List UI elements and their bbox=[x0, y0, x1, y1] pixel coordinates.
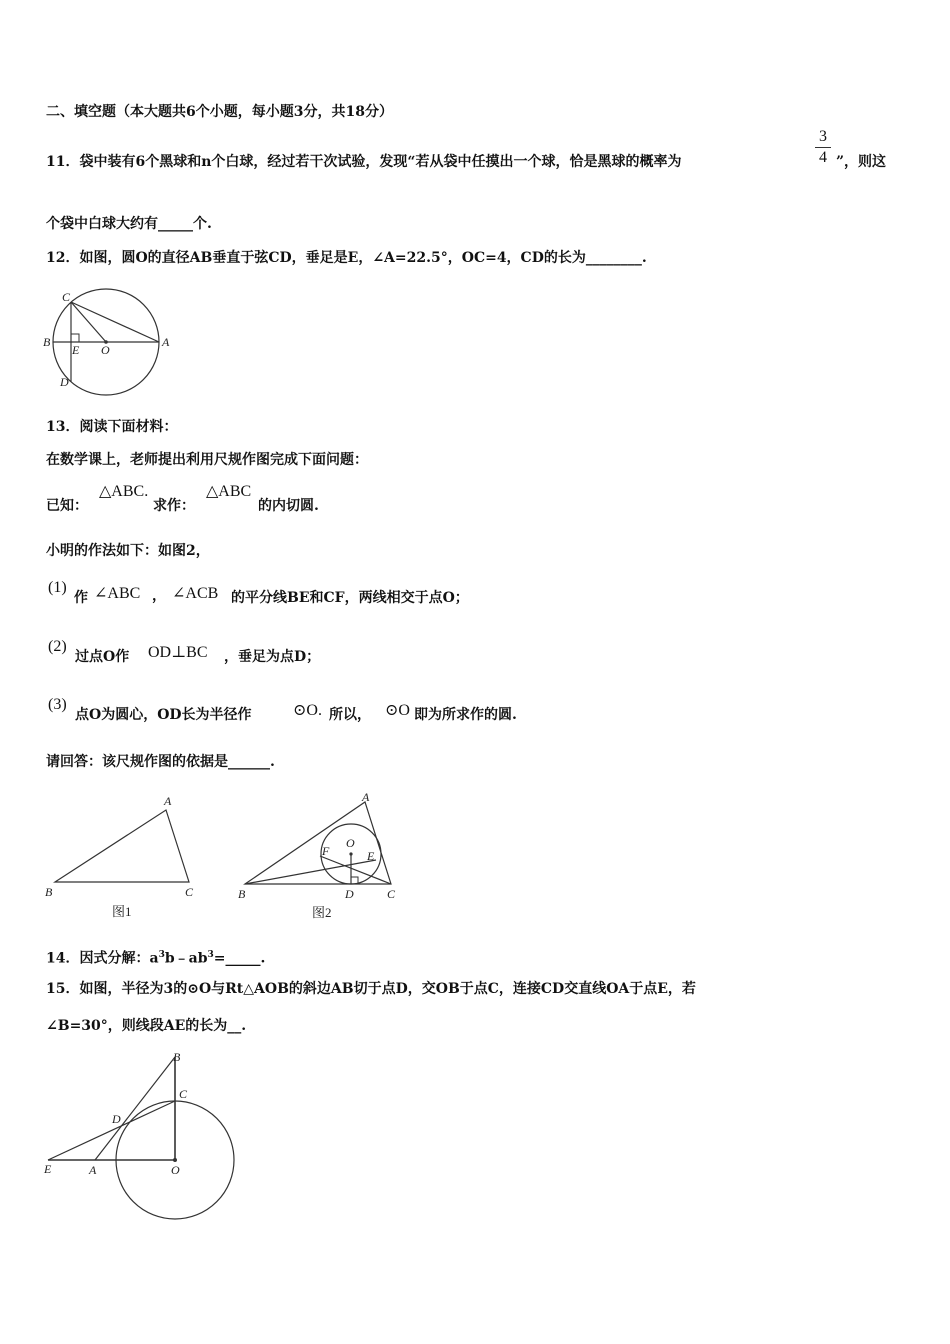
q13-step3-m2: ⊙O bbox=[385, 702, 410, 719]
q15-label-d: D bbox=[112, 1112, 121, 1126]
q15-label-a: A bbox=[89, 1163, 97, 1177]
q11-fraction bbox=[815, 128, 831, 167]
q14-suffix: =_____. bbox=[213, 950, 266, 967]
fig2-label-d: D bbox=[345, 887, 354, 901]
q14-prefix: 14．因式分解：a bbox=[46, 950, 159, 967]
q15-label-b: B bbox=[173, 1050, 181, 1064]
q13-step3-m1: ⊙O. bbox=[293, 702, 322, 719]
q13-step3-b: 所以， bbox=[329, 707, 371, 723]
fig1-label-a: A bbox=[164, 794, 172, 808]
q13-step3-a: 点O为圆心，OD长为半径作 bbox=[75, 707, 252, 723]
q12-label-o: O bbox=[101, 343, 110, 357]
q13-step1-m2: ∠ACB bbox=[172, 585, 219, 602]
fig2-bisector-be bbox=[245, 860, 376, 884]
q13-known-math: △ABC. bbox=[99, 483, 149, 500]
q13-figure1 bbox=[40, 790, 210, 925]
q14-sup2: 3 bbox=[207, 950, 214, 960]
q13-ask-math: △ABC bbox=[206, 483, 252, 500]
q15-label-o: O bbox=[171, 1163, 180, 1177]
fraction-denominator: 4 bbox=[819, 149, 827, 166]
q12-label-a: A bbox=[162, 335, 170, 349]
q13-method: 小明的作法如下：如图2， bbox=[46, 543, 210, 559]
q15-label-e: E bbox=[44, 1162, 52, 1176]
q12-segment-co bbox=[71, 302, 106, 342]
fig1-label-c: C bbox=[185, 885, 194, 899]
q13-ask-label: 求作： bbox=[153, 498, 195, 514]
q13-title: 13．阅读下面材料： bbox=[46, 419, 178, 435]
fig2-label-b: B bbox=[238, 887, 246, 901]
fraction-numerator: 3 bbox=[819, 128, 827, 145]
q14-text bbox=[46, 946, 265, 968]
q15-line1: 15．如图，半径为3的⊙O与Rt△AOB的斜边AB切于点D，交OB于点C，连接CD交直线OA于点E，若 bbox=[46, 981, 696, 997]
fig2-label-f: F bbox=[322, 844, 330, 858]
q13-step1-b: 的平分线BE和CF，两线相交于点O； bbox=[231, 590, 469, 606]
q11-line1: 11．袋中装有6个黑球和n个白球，经过若干次试验，发现“若从袋中任摸出一个球，恰是黑球的概率为 bbox=[46, 154, 682, 170]
q13-step1-comma: ， bbox=[152, 588, 166, 604]
q11-line2: 个袋中白球大约有_____个. bbox=[46, 216, 212, 232]
q13-known-label: 已知： bbox=[46, 498, 88, 514]
q15-figure bbox=[40, 1045, 250, 1225]
q12-label-c: C bbox=[62, 290, 71, 304]
q14-sup1: 3 bbox=[158, 950, 165, 960]
q15-hypotenuse-ab bbox=[95, 1057, 175, 1160]
q12-label-d: D bbox=[60, 375, 69, 389]
q13-step1-m1: ∠ABC bbox=[94, 585, 141, 602]
q13-step2-b: ，垂足为点D； bbox=[224, 649, 321, 665]
q15-center-dot bbox=[173, 1158, 177, 1162]
q12-label-e: E bbox=[72, 343, 80, 357]
fig2-center-dot bbox=[349, 852, 352, 855]
q13-step2-a: 过点O作 bbox=[75, 649, 130, 665]
q13-step3-c: 即为所求作的圆. bbox=[414, 707, 517, 723]
fig2-label-c: C bbox=[387, 887, 396, 901]
q13-step3-num: (3) bbox=[48, 696, 67, 713]
fig2-triangle bbox=[245, 802, 391, 884]
fig2-label-a: A bbox=[362, 790, 370, 804]
q15-line-ec bbox=[48, 1101, 175, 1160]
q13-step1-a: 作 bbox=[74, 590, 88, 606]
q13-step1-num: (1) bbox=[48, 579, 67, 596]
q15-line2: ∠B=30°，则线段AE的长为__. bbox=[46, 1018, 247, 1034]
q12-right-angle bbox=[71, 334, 79, 342]
q13-figure2 bbox=[232, 788, 407, 925]
q12-label-b: B bbox=[43, 335, 51, 349]
fig2-caption: 图2 bbox=[312, 905, 332, 920]
q13-step2-num: (2) bbox=[48, 638, 67, 655]
q15-label-c: C bbox=[179, 1087, 188, 1101]
q14-mid: b﹣ab bbox=[164, 950, 208, 967]
fig1-label-b: B bbox=[45, 885, 53, 899]
q12-figure bbox=[40, 286, 180, 398]
fig1-caption: 图1 bbox=[112, 904, 132, 919]
q12-segment-ca bbox=[71, 302, 159, 342]
q13-step2-m: OD⊥BC bbox=[148, 644, 208, 661]
q11-line1-end: ”，则这 bbox=[836, 154, 887, 170]
section-title: 二、填空题（本大题共6个小题，每小题3分，共18分） bbox=[46, 104, 393, 120]
q13-answer: 请回答：该尺规作图的依据是______. bbox=[46, 754, 275, 770]
fig1-triangle bbox=[55, 810, 189, 882]
q13-intro: 在数学课上，老师提出利用尺规作图完成下面问题： bbox=[46, 452, 368, 468]
fig2-label-o: O bbox=[346, 836, 355, 850]
q12-text: 12．如图，圆O的直径AB垂直于弦CD，垂足是E，∠A=22.5°，OC=4，CD的长为________. bbox=[46, 250, 647, 266]
fig2-label-e: E bbox=[367, 849, 375, 863]
q13-ask-end: 的内切圆. bbox=[258, 498, 319, 514]
